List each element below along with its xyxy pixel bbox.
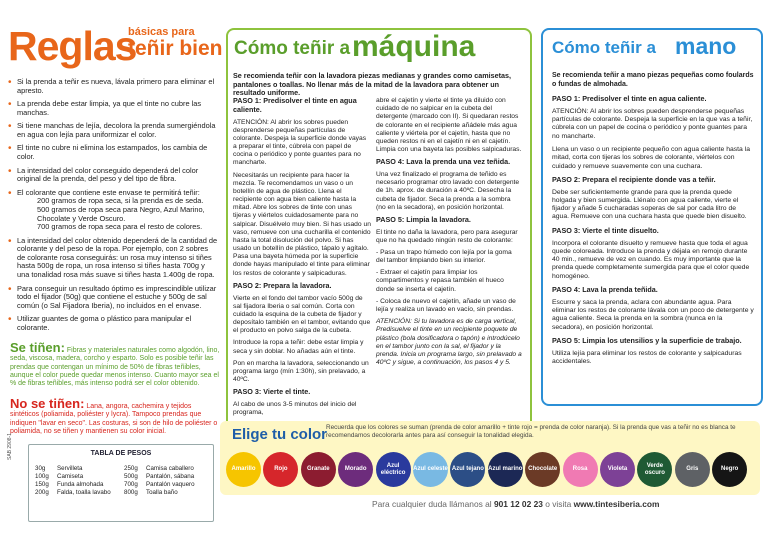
hand-step-1-title: PASO 1: Predisolver el tinte en agua caliente.	[552, 94, 707, 104]
weights-row: 150g Funda almohada	[35, 480, 104, 488]
weights-table	[28, 444, 214, 522]
page-subtitle: teñir bien	[128, 37, 223, 60]
rule-item: • Utilizar guantes de goma o plástico para manipular el colorante.	[8, 315, 218, 332]
weights-row: 500g Pantalón, sábana	[124, 472, 195, 480]
hand-step-1-text: Llena un vaso o un recipiente pequeño con agua caliente hasta la mitad, corta con tijeras los sobres de colorante, viértelos con cuidado y remueve suavemente con una cuchara.	[552, 145, 751, 170]
color-swatch: Gris	[675, 452, 710, 487]
color-swatch: Rojo	[263, 452, 298, 487]
machine-title-prefix: Cómo teñir a	[234, 38, 351, 59]
hand-title-prefix: Cómo teñir a	[552, 38, 656, 57]
machine-steps-col-a	[233, 97, 371, 421]
hand-intro: Se recomienda teñir a mano piezas pequeñas como foulards o fundas de almohada.	[552, 72, 754, 88]
dyeable-section	[10, 340, 220, 388]
machine-step-5-note: ATENCIÓN: Si tu lavadora es de carga vertical, Predisuelve el tinte en un recipiente poquete de plástico (bola dosificadora o tapón) e introdúcelo en el tambor junto con la sal, el fijador y la prenda. Inicia un programa largo, sin prelavado a 40ºC y sigue, a continuación, los pasos 4 y 5.	[376, 318, 522, 367]
dyeable-text: Fibras y materiales naturales como algodón, lino, seda, viscosa, madera, corcho y esparto. Solo es posible teñir las prendas que contengan un mínimo de 50% de fibras teñibles, aunque el color puede quedar menos intenso. Cuanto mayor sea el % de fibras teñibles, más intenso podrá ser el color obtenido.	[10, 347, 220, 388]
machine-step-5-text: - Coloca de nuevo el cajetín, añade un vaso de lejía y realiza un lavado en vacío, sin prendas.	[376, 297, 516, 313]
color-swatch: Rosa	[563, 452, 598, 487]
color-swatch: Granate	[301, 452, 336, 487]
color-swatch: Morado	[338, 452, 373, 487]
weights-column-right	[124, 465, 195, 497]
weights-row: 250g Camisa caballero	[124, 465, 194, 472]
machine-step-3-text: Al cabo de unos 3-5 minutos del inicio del programa,	[233, 401, 357, 417]
hand-step-4-title: PASO 4: Lava la prenda teñida.	[552, 284, 658, 294]
rule-item: • La intensidad del color obtenido dependerá de la cantidad de colorante y del peso de la ropa. Por ejemplo, con 2 sobres de colorante rosa conseguirás: un rosa muy intenso si tiñes hasta 500g de ropa, un rosa intenso si tiñes hasta 700g y una tonalidad rosa más suave si tiñes hasta 1.400g de ropa.	[8, 237, 218, 280]
hand-steps	[552, 72, 754, 371]
machine-title: máquina	[352, 30, 476, 63]
machine-steps-col-b	[376, 97, 522, 371]
page-subtitle-small: básicas para	[128, 26, 195, 38]
rule-subitem: 200 gramos de ropa seca, si la prenda es de seda.	[37, 196, 204, 206]
rule-item: • El tinte no cubre ni elimina los estampados, los cambia de color.	[8, 144, 218, 161]
machine-step-2-text: Introduce la ropa a teñir: debe estar limpia y seca y sin doblar. No añadas aún el tinte.	[233, 339, 364, 355]
hand-step-3-title: PASO 3: Vierte el tinte disuelto.	[552, 225, 659, 235]
rule-item: • La prenda debe estar limpia, ya que el tinte no cubre las manchas.	[8, 100, 218, 117]
non-dyeable-text: Lana, angora, cachemira y tejidos sintéticos (poliamida, poliéster y lycra). Tampoco prendas que indiquen "lavar en seco". Las costuras, si son de hilo de poliéster o poliamida, no se tiñen y mantienen su color inicial.	[10, 403, 218, 435]
rule-item-weights	[8, 189, 218, 232]
color-chooser-title: Elige tu color	[232, 426, 328, 443]
machine-step-4-title: PASO 4: Lava la prenda una vez teñida.	[376, 157, 511, 167]
contact-phone: 901 12 02 23	[493, 499, 543, 509]
weights-row: 700g Pantalón vaquero	[124, 480, 195, 488]
machine-step-5-text: - Extraer el cajetín para limpiar los compartimentos y repasa también el hueco donde se inserta el cajetín.	[376, 269, 504, 293]
color-swatch: Negro	[712, 452, 747, 487]
weights-row: 100g Camiseta	[35, 472, 84, 480]
color-swatch: Azul tejano	[450, 452, 485, 487]
color-chooser-note: Recuerda que los colores se suman (prenda de color amarillo + tinte rojo = prenda de color naranja). Si la prenda que vas a teñir no es blanca te recomendamos decolorarla antes para así conseguir la tonalidad elegida.	[326, 424, 736, 439]
color-swatch: Azul marino	[488, 452, 523, 487]
machine-step-5-title: PASO 5: Limpia la lavadora.	[376, 214, 471, 224]
color-swatch: Azul eléctrico	[376, 452, 411, 487]
machine-step-1-text: Necesitarás un recipiente para hacer la mezcla. Te recomendamos un vaso o un botellín de agua de plástico. Llena el recipiente con agua bien caliente hasta la mitad. Abre los sobres de tinte con unas tijeras y viértelos cuidadosamente para no salpicar. Disuélvelo muy bien. Si has usado un vaso, remueve con una cucharilla el contenido hasta la total disolución del polvo. Si has usado un botellín de plástico, tápalo y agítalo. Pasa una bayeta húmeda por la superficie donde hayas manipulado el tinte para eliminar los restos de colorante y salpicaduras.	[233, 171, 371, 277]
dyeable-heading: Se tiñen:	[10, 340, 65, 355]
hand-step-2-title: PASO 2: Prepara el recipiente donde vas a teñir.	[552, 174, 716, 184]
weights-title: TABLA DE PESOS	[90, 450, 152, 457]
machine-step-2-title: PASO 2: Prepara la lavadora.	[233, 280, 332, 290]
contact-website: www.tintesiberia.com	[573, 499, 660, 509]
hand-title: mano	[675, 33, 737, 59]
contact-footer: Para cualquier duda llámanos al 901 12 02 23 o visita www.tintesiberia.com	[372, 499, 660, 509]
product-code: SAB 2908-1	[7, 433, 13, 460]
rule-item: • Si la prenda a teñir es nueva, lávala primero para eliminar el apresto.	[8, 78, 218, 95]
color-swatch: Verde oscuro	[637, 452, 672, 487]
hand-step-4-text: Escurre y saca la prenda, aclara con abundante agua. Para eliminar los restos de colorante lávala con un poco de detergente y agua caliente. Seca la prenda en la sombra (nunca en la secadora), en posición horizontal.	[552, 298, 754, 331]
color-swatch: Chocolate	[525, 452, 560, 487]
machine-step-2-text: Vierte en el fondo del tambor vacío 500g de sal fijadora Iberia o sal común. Corta con cuidado la esquina de la cubeta de fijador y deposítalo también en el tambor, evitando que el producto en polvo salga de la cubeta.	[233, 294, 371, 335]
color-swatch: Azul celeste	[413, 452, 448, 487]
rule-subitem: 500 gramos de ropa seca para Negro, Azul Marino, Chocolate y Verde Oscuro.	[37, 204, 205, 223]
color-swatches	[226, 452, 760, 492]
machine-step-5-text: - Pasa un trapo húmedo con lejía por la goma del tambor limpiando bien su interior.	[376, 248, 512, 265]
machine-step-4-text: Una vez finalizado el programa de teñido es necesario programar otro lavado con detergente de 1h. aprox. de duración a 40ºC. Desecha la cubeta de fijador. Seca la prenda a la sombra (no en la secadora), en posición horizontal.	[376, 170, 520, 211]
color-swatch: Violeta	[600, 452, 635, 487]
hand-step-5-text: Utiliza lejía para eliminar los restos de colorante y salpicaduras accidentales.	[552, 349, 742, 365]
rules-list	[8, 78, 218, 337]
machine-step-3-title: PASO 3: Vierte el tinte.	[233, 387, 311, 397]
non-dyeable-section	[10, 396, 220, 436]
hand-step-5-title: PASO 5: Limpia los utensilios y la superficie de trabajo.	[552, 335, 742, 345]
rule-item: • La intensidad del color conseguido dependerá del color original de la prenda, del peso y del tipo de fibra.	[8, 167, 218, 184]
hand-step-2-text: Debe ser suficientemente grande para que la prenda quede holgada y bien sumergida. Llénalo con agua caliente, vierte el fijador y añade 5 cucharadas soperas de sal por cada litro de agua. Remueve con una cuchara hasta que quede bien disuelto.	[552, 188, 747, 221]
rule-item: • Para conseguir un resultado óptimo es imprescindible utilizar todo el fijador (50g) que contiene el estuche y 500g de sal común (o Sal Fijadora Iberia), no incluidos en el envase.	[8, 285, 218, 311]
non-dyeable-heading: No se tiñen:	[10, 396, 85, 411]
page-title: Reglas	[8, 23, 137, 69]
color-swatch: Amarillo	[226, 452, 261, 487]
rule-text: El colorante que contiene este envase te permitirá teñir:	[17, 187, 200, 197]
weights-row: 30g Servilleta	[35, 465, 83, 472]
machine-step-1-warning: ATENCIÓN: Al abrir los sobres pueden desprenderse pequeñas partículas de colorante. Despeja la superficie donde vayas a preparar el tinte, cúbrela con papel de cocina o periódico y ponte guantes para no mancharte.	[233, 118, 367, 167]
weights-row: 800g Toalla baño	[124, 488, 178, 496]
machine-intro: Se recomienda teñir con la lavadora piezas medianas y grandes como camisetas, pantalones o toallas. No llenar más de la mitad de la lavadora para obtener un resultado uniforme.	[233, 71, 512, 98]
machine-step-1-title: PASO 1: Predisolver el tinte en agua caliente.	[233, 96, 357, 114]
machine-step-5-text: El tinte no daña la lavadora, pero para asegurar que no ha quedado ningún resto de colorante:	[376, 228, 518, 244]
rule-subitem: 700 gramos de ropa seca para el resto de colores.	[37, 222, 203, 232]
hand-step-3-text: Incorpora el colorante disuelto y remueve hasta que toda el agua quede coloreada. Introduce la prenda y déjala en remojo durante 40 min., remueve de vez en cuando. Es muy importante que la prenda quede completamente sumergida para que el color quede homogéneo.	[552, 239, 750, 280]
weights-row: 200g Falda, toalla lavabo	[35, 488, 111, 496]
rule-item: • Si tiene manchas de lejía, decolora la prenda sumergiéndola en agua con lejía para uniformizar el color.	[8, 122, 218, 139]
machine-step-2-text: Pon en marcha la lavadora, seleccionando un programa largo (mín 1:30h), sin prelavado, a 40ºC.	[233, 359, 369, 384]
machine-step-3-text: abre el cajetín y vierte el tinte ya diluido con cuidado de no salpicar en la cubeta del detergente (marcado con II). Si quedaran restos de colorante en el recipiente añádele más agua caliente y viértela por el cajetín, hasta que no queden restos ni en el cajetín ni en el cajetín. Limpia con una bayeta las posibles salpicaduras.	[376, 97, 522, 154]
weights-column-left	[35, 465, 111, 497]
hand-step-1-warning: ATENCIÓN: Al abrir los sobres pueden desprenderse pequeñas partículas de colorante. Despeja la superficie en la que vas a teñir, cúbrela con un papel de cocina o periódico y ponte guantes para no mancharte.	[552, 107, 753, 140]
